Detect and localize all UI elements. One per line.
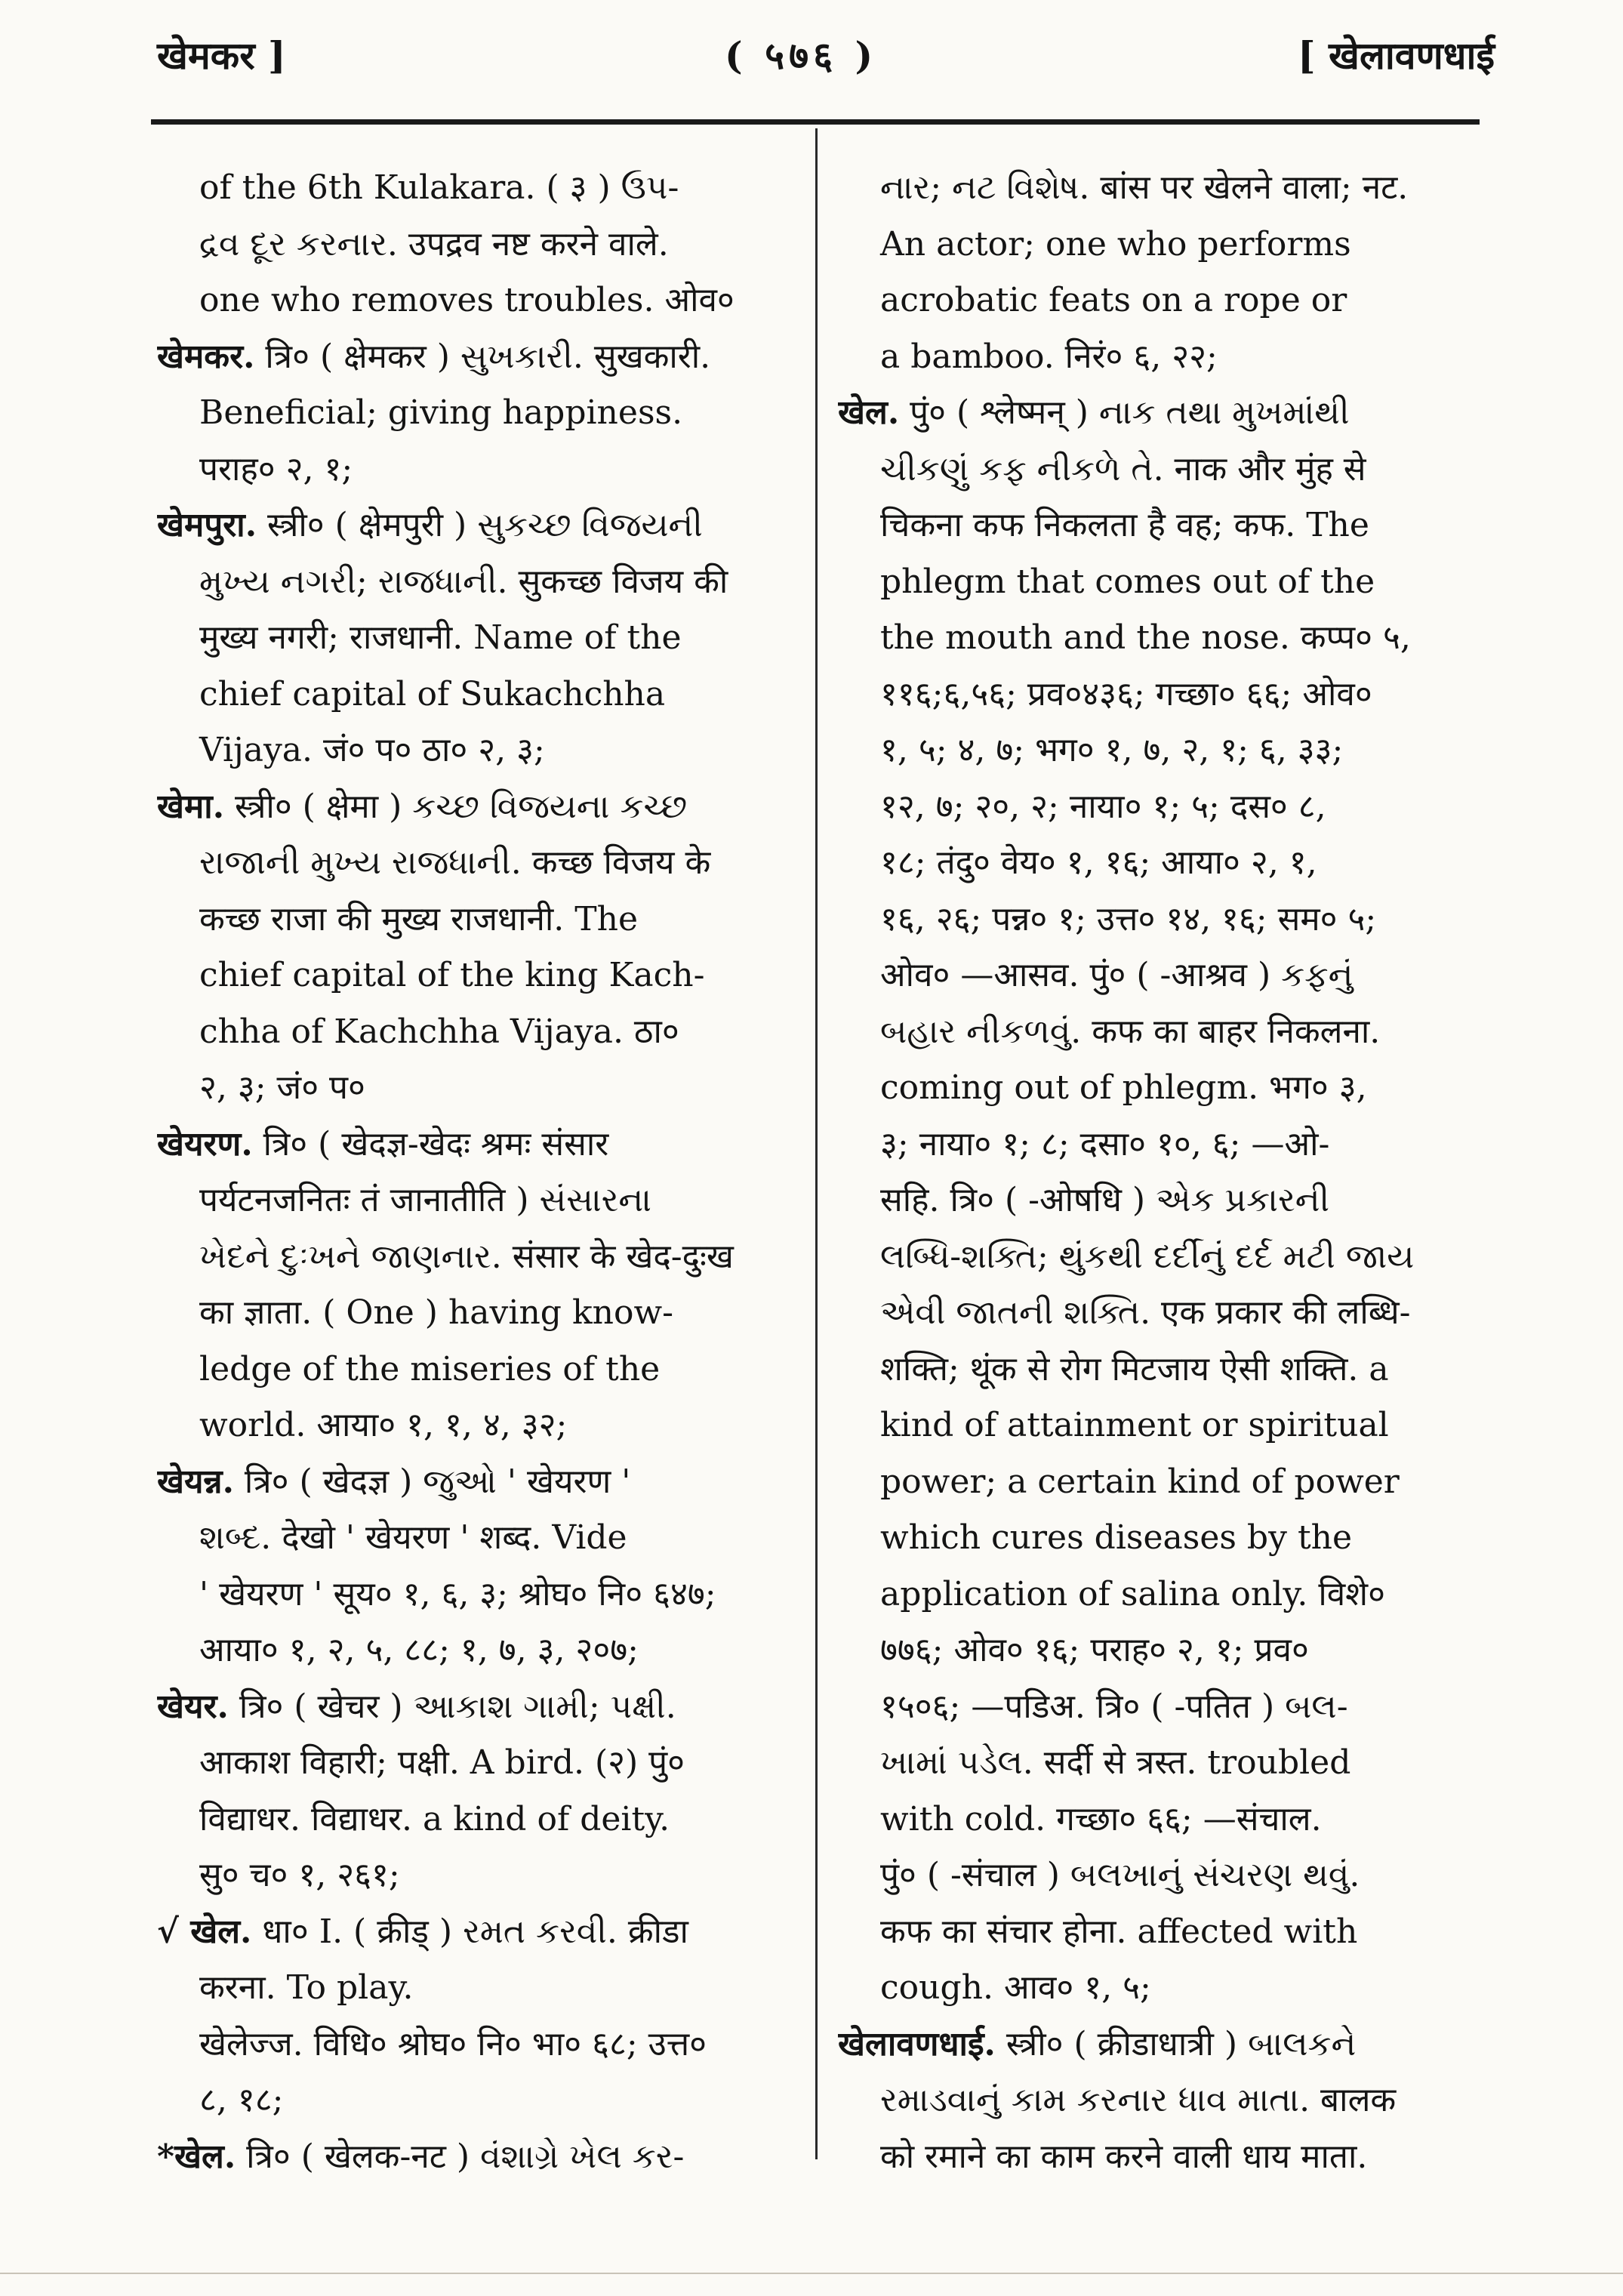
entry-text-line: શબ્દ. देखो ' खेयरण ' शब्द. Vide (199, 1518, 627, 1557)
entry-text-line: Beneficial; giving happiness. (199, 393, 683, 432)
entry-text-line: १, ५; ४, ७; भग० १, ७, २, १; ६, ३३; (880, 731, 1344, 769)
entry-text-line: નાર; નટ વિશેષ. बांस पर खेलने वाला; नट. (880, 168, 1409, 207)
entry-text-line: १५०६; —पडिअ. त्रि० ( -पतित ) બલ- (880, 1687, 1348, 1726)
entry-text-line: cough. आव० १, ५; (880, 1968, 1151, 2007)
entry-text-line: ७७६; ओव० १६; पराह० २, १; प्रव० (880, 1631, 1309, 1669)
entry-text-line: १२, ७; २०, २; नाया० १; ५; दस० ८, (880, 787, 1326, 826)
entry-headword-line: *खेल. त्रि० ( खेलक-नट ) વંશાગ્રે ખેલ કર- (157, 2137, 685, 2176)
entry-text-line: शक्ति; थूंक से रोग मिटजाय ऐसी शक्ति. a (880, 1349, 1389, 1388)
headword: खेयरण. (157, 1124, 253, 1163)
entry-text-line: with cold. गच्छा० ६६; —संचाल. (880, 1799, 1322, 1838)
entry-text-line: आया० १, २, ५, ८८; १, ७, ३, २०७; (199, 1631, 639, 1669)
entry-text-line: ओव० —आसव. पुं० ( -आश्रव ) કફનું (880, 956, 1354, 994)
entry-text-line: सु० च० १, २६१; (199, 1856, 400, 1894)
entry-headword-line: खेल. पुं० ( श्लेष्मन् ) નાક તથા મુખમાંથી (838, 393, 1350, 432)
entry-text-line: पर्यटनजनितः तं जानातीति ) સંસારના (199, 1181, 651, 1219)
entry-text-line: power; a certain kind of power (880, 1462, 1400, 1501)
entry-headword-line: √ खेल. धा० I. ( क्रीड् ) રમત કરવી. क्रीडा (157, 1912, 688, 1951)
entry-text-line: રમાડવાનું કામ કરનાર ધાવ માતા. बालक (880, 2081, 1397, 2119)
left-column (157, 160, 784, 2185)
entry-text-line: का ज्ञाता. ( One ) having know- (199, 1293, 673, 1332)
entry-text-line: An actor; one who performs (880, 224, 1351, 264)
entry-text-line: Vijaya. जं० प० ठा० २, ३; (199, 731, 545, 769)
entry-text-line: ३; नाया० १; ८; दसा० १०, ६; —ओ- (880, 1124, 1330, 1163)
entry-text-line: એવી જાતની શક્તિ. एक प्रकार की लब्धि- (880, 1293, 1411, 1332)
entry-text-line: chief capital of the king Kach- (199, 956, 705, 994)
page-header (0, 29, 1623, 112)
header-left-guide-word: खेमकर ] (157, 33, 286, 78)
entry-headword-line: खेमपुरा. स्त्री० ( क्षेमपुरी ) સુકચ્છ વિજયની (157, 506, 703, 544)
entry-text-line: चिकना कफ निकलता है वह; कफ. The (880, 506, 1369, 544)
entry-text-line: લબ્ધિ-શક્તિ; થુંકથી દર્દીનું દર્દ મટી જાય (880, 1237, 1415, 1276)
entry-text-line: आकाश विहारी; पक्षी. A bird. (२) पुं० (199, 1743, 685, 1782)
entry-text-line: पुं० ( -संचाल ) બલખાનું સંચરણ થવું. (880, 1856, 1360, 1894)
entry-text-line: ખામાં પડેલ. सर्दी से त्रस्त. troubled (880, 1743, 1351, 1782)
headword: *खेल. (157, 2137, 236, 2176)
entry-headword-line: खेलावणधाई. स्त्री० ( क्रीडाधात्री ) બાલકને (838, 2024, 1357, 2063)
entry-text-line: kind of attainment or spiritual (880, 1406, 1389, 1444)
column-divider (815, 128, 818, 2159)
entry-text-line: ખેદને દુઃખને જાણનાર. संसार के खेद-दुःख (199, 1237, 734, 1276)
entry-text-line: विद्याधर. विद्याधर. a kind of deity. (199, 1799, 670, 1838)
header-right-guide-word: [ खेलावणधाई (1297, 33, 1495, 78)
header-rule (151, 119, 1480, 125)
right-column (838, 160, 1480, 2185)
page-number: ( ५७६ ) (725, 33, 878, 78)
entry-text-line: करना. To play. (199, 1968, 414, 2007)
entry-text-line: of the 6th Kulakara. ( ३ ) ઉપ- (199, 168, 679, 207)
headword: खेमकर. (157, 337, 255, 376)
entry-text-line: મુખ્ય નગરી; રાજધાની. सुकच्छ विजय की (199, 562, 728, 601)
entry-headword-line: खेमा. स्त्री० ( क्षेमा ) કચ્છ વિજયના કચ્છ (157, 787, 688, 826)
entry-text-line: application of salina only. विशे० (880, 1574, 1385, 1613)
entry-text-line: chha of Kachchha Vijaya. ठा० (199, 1012, 679, 1051)
entry-headword-line: खेयरण. त्रि० ( खेदज्ञ-खेदः श्रमः संसार (157, 1124, 609, 1163)
entry-text-line: पराह० २, १; (199, 449, 353, 488)
entry-text-line: सहि. त्रि० ( -ओषधि ) એક પ્રકારની (880, 1181, 1330, 1219)
entry-text-line: રાજાની મુખ્ય રાજધાની. कच्छ विजय के (199, 843, 711, 882)
entry-text-line: २, ३; जं० प० (199, 1068, 365, 1107)
entry-text-line: १८; तंदु० वेय० १, १६; आया० २, १, (880, 843, 1317, 882)
entry-text-line: acrobatic feats on a rope or (880, 281, 1347, 319)
entry-text-line: world. आया० १, १, ४, ३२; (199, 1406, 568, 1444)
entry-text-line: ११६;६,५६; प्रव०४३६; गच्छा० ६६; ओव० (880, 674, 1372, 713)
headword: खेमा. (157, 787, 225, 826)
entry-text-line: phlegm that comes out of the (880, 562, 1375, 601)
entry-text-line: coming out of phlegm. भग० ३, (880, 1068, 1367, 1107)
entry-headword-line: खेयर. त्रि० ( खेचर ) આકાશ ગામી; પક્ષી. (157, 1687, 676, 1726)
headword: खेमपुरा. (157, 506, 257, 544)
entry-text-line: one who removes troubles. ओव० (199, 281, 735, 319)
entry-text-line: खेलेज्ज. विधि० श्रोघ० नि० भा० ६८; उत्त० (199, 2024, 707, 2063)
entry-headword-line: खेयन्न. त्रि० ( खेदज्ञ ) જુઓ ' खेयरण ' (157, 1462, 631, 1501)
entry-text-line: દ્રવ દૂર કરનાર. उपद्रव नष्ट करने वाले. (199, 224, 669, 264)
headword: √ खेल. (157, 1912, 252, 1951)
entry-text-line: chief capital of Sukachchha (199, 674, 666, 713)
page-bottom-edge (0, 2273, 1623, 2274)
entry-text-line: બહાર નીકળવું. कफ का बाहर निकलना. (880, 1012, 1381, 1051)
entry-text-line: को रमाने का काम करने वाली धाय माता. (880, 2137, 1368, 2176)
entry-text-line: ચીકણું કફ નીકળે તે. नाक और मुंह से (880, 449, 1366, 488)
headword: खेल. (838, 393, 900, 432)
entry-text-line: a bamboo. निरं० ६, २२; (880, 337, 1218, 376)
entry-text-line: कफ का संचार होना. affected with (880, 1912, 1358, 1951)
headword: खेयर. (157, 1687, 229, 1726)
headword: खेयन्न. (157, 1462, 234, 1501)
entry-text-line: कच्छ राजा की मुख्य राजधानी. The (199, 899, 638, 938)
entry-text-line: १६, २६; पन्न० १; उत्त० १४, १६; सम० ५; (880, 899, 1377, 938)
entry-text-line: ' खेयरण ' सूय० १, ६, ३; श्रोघ० नि० ६४७; (199, 1574, 716, 1613)
entry-text-line: which cures diseases by the (880, 1518, 1353, 1557)
entry-headword-line: खेमकर. त्रि० ( क्षेमकर ) સુખકારી. सुखकारी. (157, 337, 711, 376)
entry-text-line: ८, १८; (199, 2081, 284, 2119)
headword: खेलावणधाई. (838, 2024, 996, 2063)
entry-text-line: ledge of the miseries of the (199, 1349, 661, 1388)
entry-text-line: the mouth and the nose. कप्प० ५, (880, 618, 1411, 657)
entry-text-line: मुख्य नगरी; राजधानी. Name of the (199, 618, 682, 657)
